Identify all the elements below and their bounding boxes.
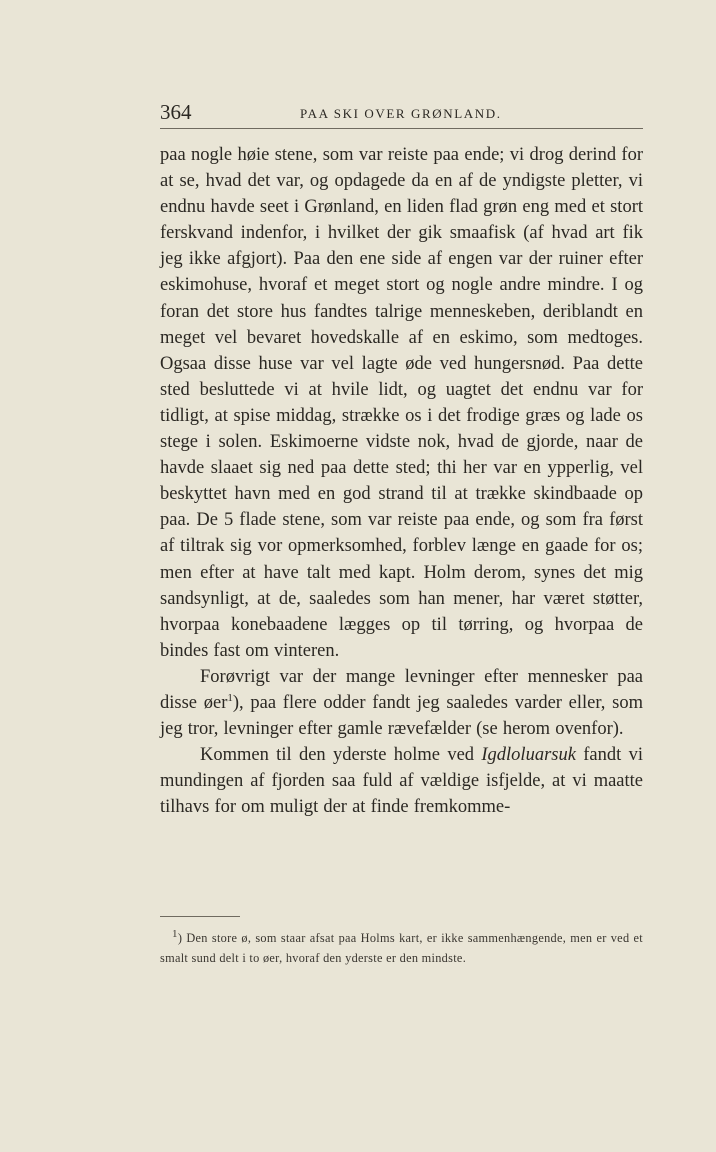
paragraph-3 bbox=[160, 742, 643, 820]
paragraph-2-text: Forøvrigt var der mange levninger efter mennesker paa disse øer bbox=[160, 666, 643, 713]
page-number: 364 bbox=[160, 100, 192, 124]
footnote bbox=[160, 929, 643, 968]
footnote-number: 1 bbox=[172, 927, 178, 940]
running-head: PAA SKI OVER GRØNLAND. bbox=[300, 106, 502, 121]
paragraph-2-text-rest: ), paa flere odder fandt jeg saaledes varder eller, som jeg tror, levninger efter gamle rævefælder (se herom ovenfor). bbox=[160, 692, 643, 740]
footnote-rule bbox=[160, 916, 240, 917]
paragraph-3-text: Kommen til den yderste holme ved bbox=[200, 745, 482, 766]
body-text bbox=[160, 142, 643, 820]
footnote-marker: 1 bbox=[227, 691, 233, 704]
paragraph-1: paa nogle høie stene, som var reiste paa ende; vi drog derind for at se, hvad det var, og opdagede da en af de yndigste pletter, vi endnu havde seet i Grønland, en liden flad grøn eng med et stort ferskvand indenfor, i hvilket der gik smaafisk (af hvad art fik jeg ikke afgjort). Paa den ene side af engen var der ruiner efter eskimohuse, hvoraf et meget stort og nogle andre mindre. I og foran det store hus fandtes talrige menneskeben, deriblandt en meget vel bevaret hovedskalle af en eskimo, som medtoges. Ogsaa disse huse var vel lagte øde ved hungersnød. Paa dette sted besluttede vi at hvile lidt, og uagtet det endnu var for tidligt, at spise middag, strække os i det frodige græs og lade os stege i solen. Eskimoerne vidste nok, hvad de gjorde, naar de havde slaaet sig ned paa dette sted; thi her var en ypperlig, vel beskyttet havn med en god strand til at trække skindbaade op paa. De 5 flade stene, som var reiste paa ende, og som fra først af tiltrak sig vor opmerksomhed, forblev længe en gaade for os; men efter at have talt med kapt. Holm derom, synes det mig sandsynligt, at de, saaledes som han mener, har været støtter, hvorpaa konebaadene lægges op til tørring, og hvorpaa de bindes fast om vinteren. bbox=[160, 145, 643, 661]
page-header bbox=[160, 98, 643, 129]
footnote-text: ) Den store ø, som staar afsat paa Holms kart, er ikke sammenhængende, men er ved et smalt sund delt i to øer, hvoraf den yderste er den mindste. bbox=[160, 931, 643, 965]
paragraph-3-text-rest: fandt vi mundingen af fjorden saa fuld af vældige isfjelde, at vi maatte tilhavs for om muligt der at finde fremkomme- bbox=[160, 745, 644, 818]
paragraph-2 bbox=[160, 664, 643, 742]
place-name-italic: Igdloluarsuk bbox=[481, 745, 576, 766]
footnote-paragraph bbox=[160, 929, 643, 968]
